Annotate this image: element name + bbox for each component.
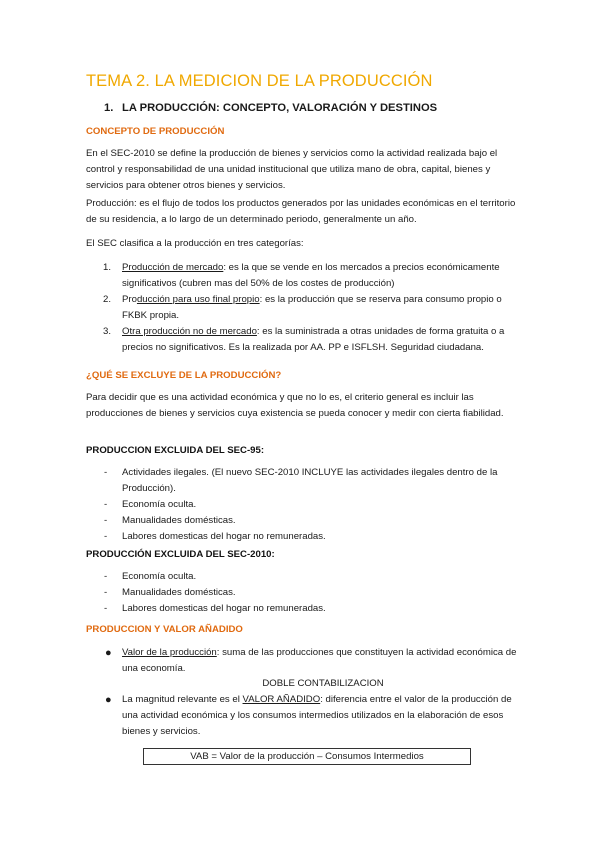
heading-concepto: CONCEPTO DE PRODUCCIÓN	[86, 126, 225, 137]
categorias-list	[86, 260, 522, 356]
item-text: Manualidades domésticas.	[122, 587, 236, 598]
dash-marker: -	[104, 531, 108, 542]
list-item	[86, 292, 522, 324]
valor-list-2	[86, 692, 522, 740]
term-valor-anadido: VALOR AÑADIDO	[242, 694, 321, 705]
item-text: Actividades ilegales. (El nuevo SEC-2010 INCLUYE las actividades ilegales dentro de la Producción).	[122, 467, 498, 494]
vab-formula-box: VAB = Valor de la producción – Consumos Intermedios	[143, 748, 471, 765]
paragraph-produccion: Producción: es el flujo de todos los productos generados por las unidades económicas en el territorio de su residencia, a lo largo de un determinado periodo, generalmente un año.	[86, 198, 516, 225]
sec2010-list	[86, 569, 522, 617]
list-number: 3.	[103, 326, 112, 337]
paragraph-criterio: Para decidir que es una actividad económica y que no lo es, el criterio general es incluir las producciones de bienes y servicios cuya existencia se pueda conocer y medir con cierta fiabilidad.	[86, 392, 504, 419]
item-text: Economía oculta.	[122, 571, 197, 582]
paragraph-definicion: En el SEC-2010 se define la producción de bienes y servicios como la actividad realizada bajo el control y responsabilidad de una unidad institucional que utiliza mano de obra, capital, bienes y servicios para obtener otros bienes y servicios.	[86, 148, 498, 191]
term-uso-final: ducción para uso final propio	[136, 294, 260, 305]
item-text: Economía oculta.	[122, 499, 197, 510]
heading-sec95: PRODUCCION EXCLUIDA DEL SEC-95:	[86, 445, 265, 456]
dash-marker: -	[104, 467, 108, 478]
item-text: Manualidades domésticas.	[122, 515, 236, 526]
list-item	[86, 569, 522, 585]
list-item	[86, 645, 522, 677]
dash-marker: -	[104, 515, 108, 526]
heading-valor-anadido: PRODUCCION Y VALOR AÑADIDO	[86, 624, 243, 635]
section-subtitle	[104, 102, 437, 114]
list-item	[86, 692, 522, 740]
term-mercado: Producción de mercado	[122, 262, 224, 273]
list-item	[86, 601, 522, 617]
term-no-mercado: Otra producción no de mercado	[122, 326, 257, 337]
list-number: 1.	[103, 262, 112, 273]
item-text: : es la suministrada a otras unidades de forma gratuita o a precios no significativos. Es la realizada por AA. PP e ISFLSH. Seguridad ciudadana.	[122, 326, 505, 353]
valor-list-1	[86, 645, 522, 677]
list-number: 2.	[103, 294, 112, 305]
subtitle-number: 1.	[104, 102, 114, 114]
sec95-list	[86, 465, 522, 545]
dash-marker: -	[104, 571, 108, 582]
item-text: Labores domesticas del hogar no remuneradas.	[122, 603, 326, 614]
document-title: TEMA 2. LA MEDICION DE LA PRODUCCIÓN	[86, 72, 433, 90]
paragraph-clasifica: El SEC clasifica a la producción en tres categorías:	[86, 238, 304, 249]
item-prefix: La magnitud relevante es el	[122, 694, 243, 705]
list-item	[86, 324, 522, 356]
item-text: : es la que se vende en los mercados a precios económicamente significativos (cubren mas del 50% de los costes de producción)	[122, 262, 500, 289]
dash-marker: -	[104, 499, 108, 510]
item-text: : es la producción que se reserva para consumo propio o FKBK propia.	[122, 294, 502, 321]
list-item	[86, 465, 522, 497]
item-text: : suma de las producciones que constituyen la actividad económica de una economía.	[122, 647, 517, 674]
term-valor-produccion: Valor de la producción	[122, 647, 217, 658]
dash-marker: -	[104, 603, 108, 614]
term-prefix: Pro	[122, 294, 137, 305]
item-text: Labores domesticas del hogar no remuneradas.	[122, 531, 326, 542]
list-item	[86, 497, 522, 513]
heading-sec2010: PRODUCCIÓN EXCLUIDA DEL SEC-2010:	[86, 549, 275, 560]
bullet-marker: ●	[105, 694, 112, 706]
subtitle-text: LA PRODUCCIÓN: CONCEPTO, VALORACIÓN Y DESTINOS	[122, 102, 438, 114]
list-item	[86, 513, 522, 529]
list-item	[86, 529, 522, 545]
item-text: : diferencia entre el valor de la producción de una actividad económica y los consumos intermedios utilizados en la elaboración de esos bienes y servicios.	[122, 694, 512, 737]
doble-contabilizacion: DOBLE CONTABILIZACION	[262, 678, 384, 689]
heading-excluye: ¿QUÉ SE EXCLUYE DE LA PRODUCCIÓN?	[86, 370, 282, 381]
list-item	[86, 260, 522, 292]
dash-marker: -	[104, 587, 108, 598]
list-item	[86, 585, 522, 601]
bullet-marker: ●	[105, 647, 112, 659]
